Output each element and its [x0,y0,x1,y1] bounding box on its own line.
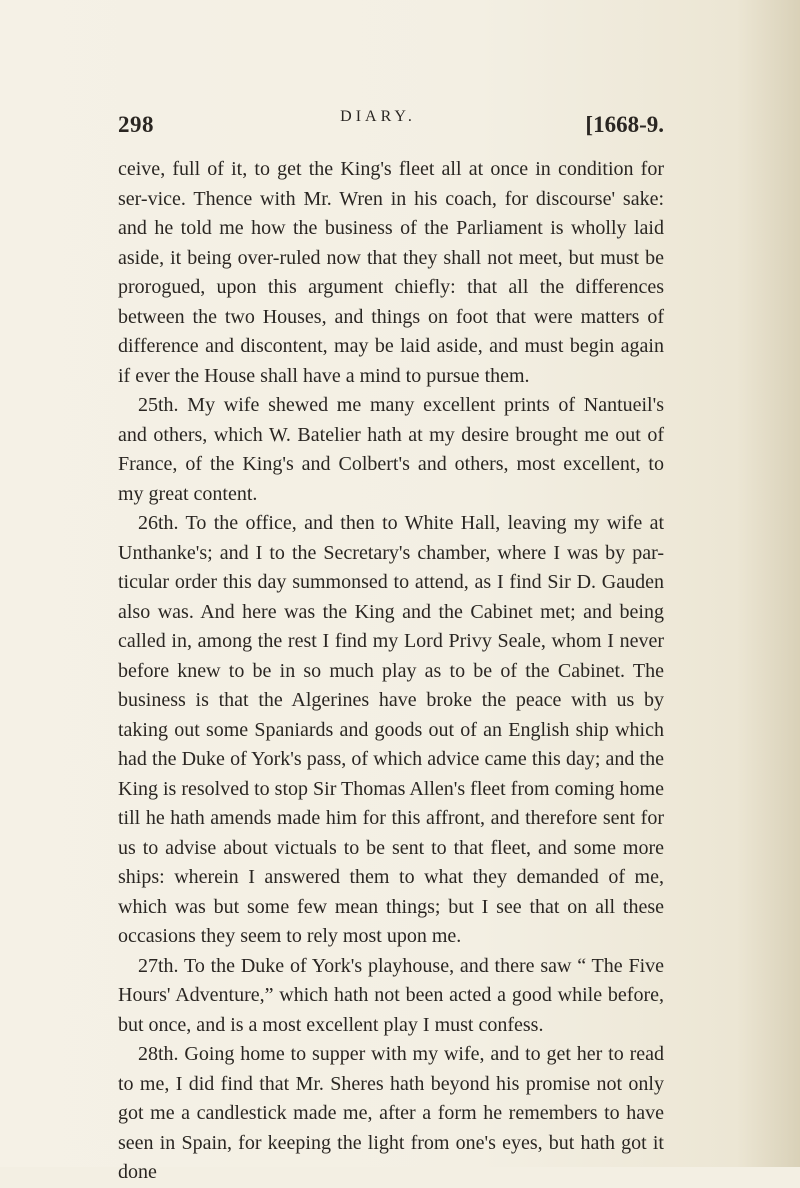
entry-28th: 28th. Going home to supper with my wife, and to get her to read to me, I did find that Mr. Sheres hath beyond his promise not only got me a candlestick made me, after a form he remembers to have seen in Spain, for keeping the light from one's eyes, but hath got it done [118,1043,664,1183]
paragraph-continuation: ceive, full of it, to get the King's fleet all at once in condition for ser-vice. Thence with Mr. Wren in his coach, for discourse' sake: and he told me how the business of the Parliament is wholly laid aside, it being over-ruled now that they shall not meet, but must be prorogued, upon this argument chiefly: that all the differences between the two Houses, and things on foot that were matters of difference and discontent, may be laid aside, and must begin again if ever the House shall have a mind to pursue them. [118,158,664,387]
body-text [118,155,664,1188]
entry-26th: 26th. To the office, and then to White Hall, leaving my wife at Unthanke's; and I to the Secretary's chamber, where I was by par-ticular order this day summonsed to attend, as I find Sir D. Gauden also was. And here was the King and the Cabinet met; and being called in, among the rest I find my Lord Privy Seale, whom I never before knew to be in so much play as to be of the Cabinet. The business is that the Algerines have broke the peace with us by taking out some Spaniards and goods out of an English ship which had the Duke of York's pass, of which advice came this day; and the King is resolved to stop Sir Thomas Allen's fleet from coming home till he hath amends made him for this affront, and therefore sent for us to advise about victuals to be sent to that fleet, and some more ships: wherein I answered them to what they demanded of me, which was but some few mean things; but I see that on all these occasions they seem to rely most upon me. [118,512,664,947]
year-range: [1668-9. [585,112,664,137]
running-head: DIARY. [340,108,416,125]
entry-27th: 27th. To the Duke of York's playhouse, and there saw “ The Five Hours' Adventure,” which hath not been acted a good while before, but once, and is a most excellent play I must confess. [118,954,664,1036]
page-number: 298 [118,112,154,137]
page-header [118,108,664,142]
entry-25th: 25th. My wife shewed me many excellent prints of Nantueil's and others, which W. Batelier hath at my desire brought me out of France, of the King's and Colbert's and others, most excellent, to my great content. [118,394,664,505]
